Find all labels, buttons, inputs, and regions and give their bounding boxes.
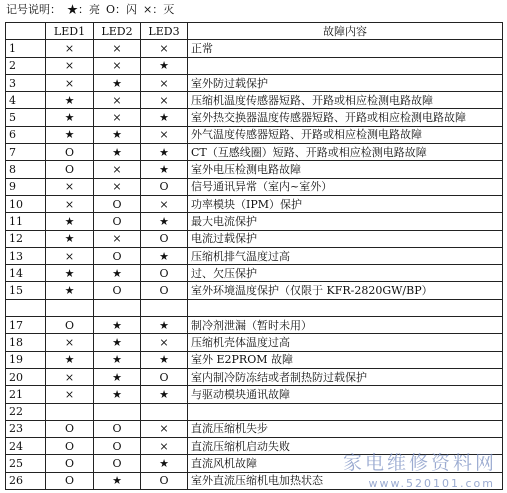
fault-code-table — [5, 22, 503, 490]
fault-description: 室外环境温度保护（仅限于 KFR-2820GW/BP） — [188, 282, 503, 299]
led1-state: × — [46, 386, 94, 403]
led2-state: O — [94, 438, 141, 455]
row-number: 20 — [6, 368, 46, 385]
fault-description: 室内制冷防冻结或者制热防过载保护 — [188, 368, 503, 385]
led1-state: O — [46, 438, 94, 455]
led2-state: ★ — [94, 368, 141, 385]
symbol-legend — [6, 3, 180, 17]
row-number: 22 — [6, 403, 46, 420]
led1-state: × — [46, 40, 94, 57]
watermark-text: 家电维修资料网 — [342, 452, 497, 474]
table-row — [6, 213, 503, 230]
row-number: 10 — [6, 195, 46, 212]
led3-state: × — [141, 92, 188, 109]
led3-state: × — [141, 40, 188, 57]
led3-state: O — [141, 230, 188, 247]
led1-state: O — [46, 420, 94, 437]
led3-state: ★ — [141, 351, 188, 368]
fault-description: 室外热交换器温度传感器短路、开路或相应检测电路故障 — [188, 109, 503, 126]
led3-state: × — [141, 420, 188, 437]
fault-description: 最大电流保护 — [188, 213, 503, 230]
row-number: 9 — [6, 178, 46, 195]
led3-state: ★ — [141, 455, 188, 472]
led2-state: ★ — [94, 386, 141, 403]
led1-state: ★ — [46, 213, 94, 230]
led2-state: × — [94, 109, 141, 126]
led3-state: O — [141, 472, 188, 489]
row-number: 6 — [6, 126, 46, 143]
led2-state: × — [94, 161, 141, 178]
row-number: 26 — [6, 472, 46, 489]
led3-state: ★ — [141, 317, 188, 334]
table-row — [6, 351, 503, 368]
fault-description: CT（互感线圈）短路、开路或相应检测电路故障 — [188, 144, 503, 161]
table-row — [6, 40, 503, 57]
led3-state: × — [141, 195, 188, 212]
table-row — [6, 334, 503, 351]
fault-description: 正常 — [188, 40, 503, 57]
led2-state: ★ — [94, 472, 141, 489]
led3-state — [141, 299, 188, 316]
led1-state: O — [46, 161, 94, 178]
led1-state: × — [46, 57, 94, 74]
header-number — [6, 23, 46, 40]
led3-state: ★ — [141, 247, 188, 264]
fault-description: 室外 E2PROM 故障 — [188, 351, 503, 368]
row-number: 5 — [6, 109, 46, 126]
led1-state: ★ — [46, 265, 94, 282]
table-row — [6, 92, 503, 109]
led2-state: × — [94, 178, 141, 195]
led1-state: O — [46, 472, 94, 489]
led1-state: × — [46, 195, 94, 212]
led1-state: × — [46, 334, 94, 351]
fault-description: 室外防过载保护 — [188, 74, 503, 91]
table-row — [6, 74, 503, 91]
table-row — [6, 126, 503, 143]
led2-state: ★ — [94, 74, 141, 91]
row-number: 15 — [6, 282, 46, 299]
led1-state — [46, 299, 94, 316]
led2-state — [94, 299, 141, 316]
led2-state: O — [94, 420, 141, 437]
row-number: 4 — [6, 92, 46, 109]
fault-description: 与驱动模块通讯故障 — [188, 386, 503, 403]
table-row — [6, 195, 503, 212]
watermark-url: www.520101.com — [368, 477, 495, 490]
fault-description: 室外电压检测电路故障 — [188, 161, 503, 178]
fault-description: 压缩机排气温度过高 — [188, 247, 503, 264]
led2-state — [94, 403, 141, 420]
led2-state: × — [94, 92, 141, 109]
table-row — [6, 247, 503, 264]
led2-state: × — [94, 40, 141, 57]
row-number: 17 — [6, 317, 46, 334]
row-number: 8 — [6, 161, 46, 178]
led2-state: ★ — [94, 126, 141, 143]
led1-state: ★ — [46, 126, 94, 143]
led3-state: × — [141, 74, 188, 91]
fault-description: 直流压缩机失步 — [188, 420, 503, 437]
led2-state: ★ — [94, 265, 141, 282]
led3-state: O — [141, 368, 188, 385]
led2-state: O — [94, 195, 141, 212]
led2-state: × — [94, 230, 141, 247]
led1-state: ★ — [46, 92, 94, 109]
row-number: 25 — [6, 455, 46, 472]
fault-description: 功率模块（IPM）保护 — [188, 195, 503, 212]
fault-description: 压缩机温度传感器短路、开路或相应检测电路故障 — [188, 92, 503, 109]
led1-state: × — [46, 178, 94, 195]
led3-state: ★ — [141, 144, 188, 161]
header-led2: LED2 — [94, 23, 141, 40]
table-row — [6, 57, 503, 74]
led1-state: O — [46, 317, 94, 334]
table-row — [6, 403, 503, 420]
fault-description — [188, 299, 503, 316]
led1-state: ★ — [46, 230, 94, 247]
table-row — [6, 368, 503, 385]
header-led3: LED3 — [141, 23, 188, 40]
led2-state: O — [94, 282, 141, 299]
table-row — [6, 317, 503, 334]
table-row — [6, 420, 503, 437]
fault-description: 过、欠压保护 — [188, 265, 503, 282]
legend-prefix: 记号说明： — [6, 3, 61, 16]
fault-description: 直流压缩机启动失败 — [188, 438, 503, 455]
led3-state: ★ — [141, 386, 188, 403]
fault-description: 外气温度传感器短路、开路或相应检测电路故障 — [188, 126, 503, 143]
row-number: 11 — [6, 213, 46, 230]
row-number: 12 — [6, 230, 46, 247]
row-number: 1 — [6, 40, 46, 57]
led2-state: × — [94, 57, 141, 74]
led1-state: × — [46, 368, 94, 385]
led3-state — [141, 403, 188, 420]
led1-state: × — [46, 247, 94, 264]
header-led1: LED1 — [46, 23, 94, 40]
led2-state: O — [94, 213, 141, 230]
led2-state: O — [94, 247, 141, 264]
led3-state: O — [141, 265, 188, 282]
row-number: 2 — [6, 57, 46, 74]
table-row — [6, 386, 503, 403]
led3-state: ★ — [141, 57, 188, 74]
fault-description — [188, 57, 503, 74]
legend-flash: O：闪 — [106, 3, 138, 16]
led1-state: × — [46, 74, 94, 91]
fault-description: 信号通讯异常（室内~室外） — [188, 178, 503, 195]
led3-state: ★ — [141, 109, 188, 126]
row-number: 7 — [6, 144, 46, 161]
fault-description — [188, 403, 503, 420]
row-number: 14 — [6, 265, 46, 282]
fault-description: 电流过载保护 — [188, 230, 503, 247]
row-number: 19 — [6, 351, 46, 368]
row-number — [6, 299, 46, 316]
table-row — [6, 109, 503, 126]
table-row — [6, 144, 503, 161]
led1-state: O — [46, 144, 94, 161]
row-number: 18 — [6, 334, 46, 351]
led3-state: ★ — [141, 161, 188, 178]
fault-description: 室外直流压缩机电加热状态 — [188, 472, 503, 489]
led2-state: O — [94, 455, 141, 472]
led3-state: O — [141, 282, 188, 299]
led3-state: ★ — [141, 213, 188, 230]
header-fault-content: 故障内容 — [188, 23, 503, 40]
led1-state: ★ — [46, 282, 94, 299]
fault-description: 制冷剂泄漏（暂时未用） — [188, 317, 503, 334]
row-number: 3 — [6, 74, 46, 91]
table-row — [6, 265, 503, 282]
fault-description: 直流风机故障 — [188, 455, 503, 472]
led3-state: × — [141, 334, 188, 351]
led1-state: ★ — [46, 109, 94, 126]
led2-state: ★ — [94, 334, 141, 351]
row-number: 24 — [6, 438, 46, 455]
led3-state: O — [141, 178, 188, 195]
table-row — [6, 230, 503, 247]
fault-description: 压缩机壳体温度过高 — [188, 334, 503, 351]
table-row — [6, 178, 503, 195]
table-row — [6, 299, 503, 316]
table-header-row — [6, 23, 503, 40]
led2-state: ★ — [94, 317, 141, 334]
row-number: 23 — [6, 420, 46, 437]
table-row — [6, 282, 503, 299]
led1-state: O — [46, 455, 94, 472]
led1-state: ★ — [46, 351, 94, 368]
legend-off: ×：灭 — [143, 3, 175, 16]
row-number: 21 — [6, 386, 46, 403]
led2-state: ★ — [94, 351, 141, 368]
legend-on: ★：亮 — [67, 3, 100, 16]
led3-state: × — [141, 126, 188, 143]
led3-state: × — [141, 438, 188, 455]
row-number: 13 — [6, 247, 46, 264]
table-row — [6, 161, 503, 178]
led2-state: ★ — [94, 144, 141, 161]
led1-state — [46, 403, 94, 420]
